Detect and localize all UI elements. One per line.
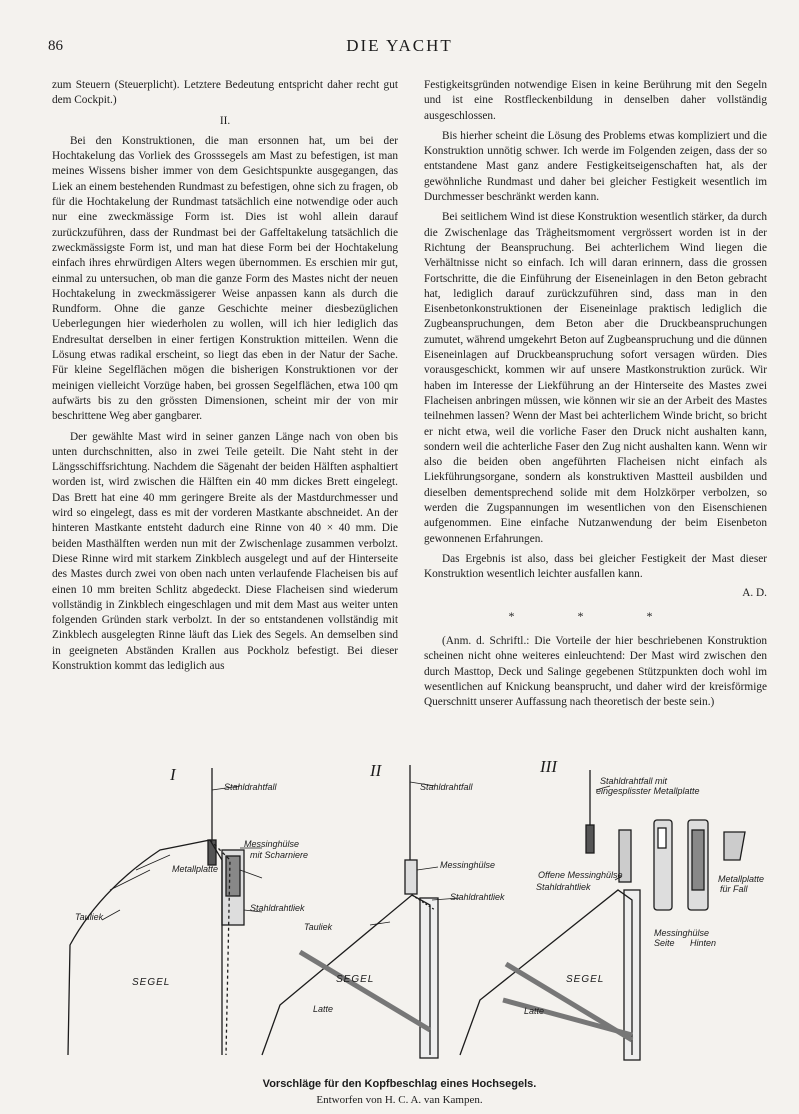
paragraph: zum Steuern (Steuerplicht). Letztere Bedeutung entspricht daher recht gut dem Cockpit.) [52,79,398,107]
sleeve-slot [658,828,666,848]
paragraph: Bei seitlichem Wind ist diese Konstruktion wesentlich stärker, da durch die Zwischenlage das Trägheitsmoment vergrössert worden ist in der Richtung der Beanspruchung. Bei achterlichem Wind liegen die Verhältnisse nicht so einfach. Ich will daran erinnern, dass die grossen Fortschritte, die die Einführung der Eiseneinlagen in den Beton gebracht hat, lediglich darauf zurückzuführen sind, dass man in den Eisenbetonkonstruktionen der Eiseneinlage praktisch lediglich die Zugbeanspruchungen, dem Beton aber die Druckbeanspruchungen zumutet, während umgekehrt Beton auf Zugbeanspruchung und die dünnen Eiseneinlagen auf Druckbeanspruchung sofort versagen würden. Dies vorausgeschickt, kommen wir auf unsere Mastkonstruktion zurück. Wir haben im Interesse der Liekführung an der Hinterseite des Mastes zwei Flacheisen anbringen müssen, wie können wir sie an der Arbeit des Mastes teilnehmen lassen? Wenn der Mast bei achterlichem Winde bricht, so bricht er nicht etwa, weil die vorliche Faser den Druck nicht aushalten kann, sondern weil die achterliche Faser den Zug nicht aushalten kann. Wenn wir also die beiden oben angeführten Flacheisen nicht einfach als Liekführungsorgane, sondern als konstruktiven Mastteil ausbilden und dieselben dementsprechend solide mit dem Holzkörper verbolzen, so werden die Zugspannungen im wesentlichen von den Eisenschienen aufgenommen. Eine einfache Nutzanwendung der beim Eisenbeton gewonnenen Erfahrungen. [424,211,767,545]
brass-sleeve [226,856,240,896]
label-metallplatte: Metallplatte [172,864,219,874]
author-signature: A. D. [742,586,767,599]
figure-number-1: I [170,765,176,784]
left-column [52,78,398,679]
label-messinghuelse: Messinghülse [440,860,496,870]
paragraph: Bis hierher scheint die Lösung des Problems etwas kompliziert und die Konstruktion unnötig schwer. Ich werde im Folgenden zeigen, dass der so entstandene Mast ganz andere Festigkeitseigenschaften hat, als der gewöhnliche Rundmast und daher bei gleicher Festigkeit wesentlich im Durchmesser beschränkt werden kann. [424,129,767,204]
right-column [424,78,767,716]
metal-plate [586,825,594,853]
sleeve-slot [692,830,704,890]
brass-sleeve [405,860,417,894]
page-number: 86 [48,38,63,54]
running-title: DIE YACHT [346,36,453,55]
label-tauliek: Tauliek [75,912,104,922]
label-stahldrahtfall: Stahldrahtfall mit [600,776,668,786]
label-segel: SEGEL [566,974,605,985]
label-hinten: Hinten [690,938,717,948]
label-stahldrahtfall: Stahldrahtfall [224,782,277,792]
mast [420,898,438,1058]
metal-plate-detail [724,832,745,860]
figure-caption: Vorschläge für den Kopfbeschlag eines Hochsegels. [262,1078,537,1090]
label-seite: Seite [654,938,675,948]
label-stahldrahtliek: Stahldrahtliek [250,903,305,913]
label-stahldrahtliek: Stahldrahtliek [450,892,505,902]
section-separator: * * * [508,608,683,623]
label-metallplatte: Metallplatte [718,874,765,884]
figure-credit: Entworfen von H. C. A. van Kampen. [316,1094,483,1106]
figure-number-3: III [540,757,557,776]
label-offene-messinghuelse: Offene Messinghülse [538,870,623,880]
label-latte: Latte [313,1004,334,1014]
seam-line [110,855,170,890]
label-segel: SEGEL [336,974,375,985]
label-messinghuelse: Messinghülse [654,928,710,938]
rigging-diagrams [40,750,770,1075]
label-stahldrahtliek: Stahldrahtliek [536,882,591,892]
diagram-3 [460,770,745,1060]
paragraph: Das Ergebnis ist also, dass bei gleicher Festigkeit der Mast dieser Konstruktion wesentlich leichter ausfallen kann. [424,552,767,581]
figure-number-2: II [370,761,382,780]
label-tauliek: Tauliek [304,922,333,932]
label-mit-scharniere: mit Scharniere [250,850,309,860]
label-latte: Latte [524,1006,545,1016]
section-heading: II. [219,114,231,127]
leader-line [596,786,622,880]
label-stahldrahtfall: Stahldrahtfall [420,782,473,792]
paragraph: Festigkeitsgründen notwendige Eisen in keine Berührung mit den Segeln und ist eine Rostfleckenbildung in denselben daher vollständig ausgeschlossen. [424,79,767,122]
label-fuer-fall: für Fall [720,884,748,894]
figure [40,750,770,1075]
paragraph: Bei den Konstruktionen, die man ersonnen hat, um bei der Hochtakelung das Vorliek des Grosssegels am Mast zu befestigen, ist man meines Wissens bisher immer von dem Gesichtspunkte ausgegangen, das Liek an einem bestehenden Rundmast zu befestigen, ohne sich zu fragen, ob für die Hochtakelung der Rundmast tatsächlich eine notwendige oder auch nur eine zweckmässige Form ist. Dies ist wohl allein darauf zurückzuführen, dass der Rundmast bei der Gaffeltakelung tatsächlich die zweckmässigste Form ist, und man hat diese Form bei der Hochtakelung einfach ihres ehrwürdigen Alters wegen übernommen. Es erschien mir gut, einmal zu untersuchen, ob man die ganze Form des Mastes nicht der neuen Hochtakelung in zweckmässigerer Weise anpassen kann als durch die Rundform. Ohne die ganze Geschichte meiner diesbezüglichen Ueberlegungen hier wiederholen zu wollen, will ich hier lediglich das Endresultat derselben in einer fertigen Konstruktion mitteilen. Wenn die Lösung etwas radikal erscheint, so liegt das eben in der Natur der Sache. Für kleine Segelflächen mögen die bisherigen Konstruktionen vor der meinigen vielleicht Vorzüge haben, bei grossen Segelflächen, etwa 100 qm aufwärts bis zu den grössten Dimensionen, scheint mir der von mir beschrittene Weg aber gangbarer. [52,134,398,423]
label-segel: SEGEL [132,977,171,988]
label-eingesplisster: eingesplisster Metallplatte [596,786,700,796]
editor-note: (Anm. d. Schriftl.: Die Vorteile der hier beschriebenen Konstruktion scheinen nicht ohne weiteres einleuchtend: Der Mast wird zwischen den durch Masttop, Deck und Salinge gegebenen Stützpunkten doch wohl im wesentlichen auf Knickung beansprucht, und daher wird der kreisförmige Querschnitt unserer Auffassung nach theoretisch der beste sein.) [424,635,767,709]
paragraph: Der gewählte Mast wird in seiner ganzen Länge nach von oben bis unten durchschnitten, also in zwei Teile geteilt. Die Naht steht in der Längsschiffsrichtung. Nachdem die Sägenaht der beiden Hälften asphaltiert worden ist, wird zwischen die Hälften ein 40 mm dickes Brett eingelegt. Das Brett hat eine 40 mm geringere Breite als der Mastdurchmesser und wird so eingelegt, dass es mit der vorderen Mastkante abschneidet. An der hinteren Mastkante entsteht dadurch eine Rinne von 40 × 40 mm. Die beiden Masthälften werden nun mit der Zwischenlage zusammen verbolzt. Diese Rinne wird mit starkem Zinkblech ausgelegt und auf der Hinterseite des Mastes durch zwei von oben nach unten verlaufende Flacheisen bis auf einen 10 mm breiten Schlitz abgedeckt. Diese Flacheisen sind wiederum vollständig in Zinkblech eingeschlagen und mit dem Mast aus weiter unten folgenden Gründen stark verbolzt. In der so entstandenen vollständig mit Zinkblech ausgelegten Rinne läuft das Liek des Segels. An demselben sind in geeigneten Abständen Krallen aus Pockholz befestigt. Bei dieser Konstruktion kommt das lediglich aus [52,430,398,672]
batten [300,952,430,1030]
label-messinghuelse: Messinghülse [244,839,300,849]
